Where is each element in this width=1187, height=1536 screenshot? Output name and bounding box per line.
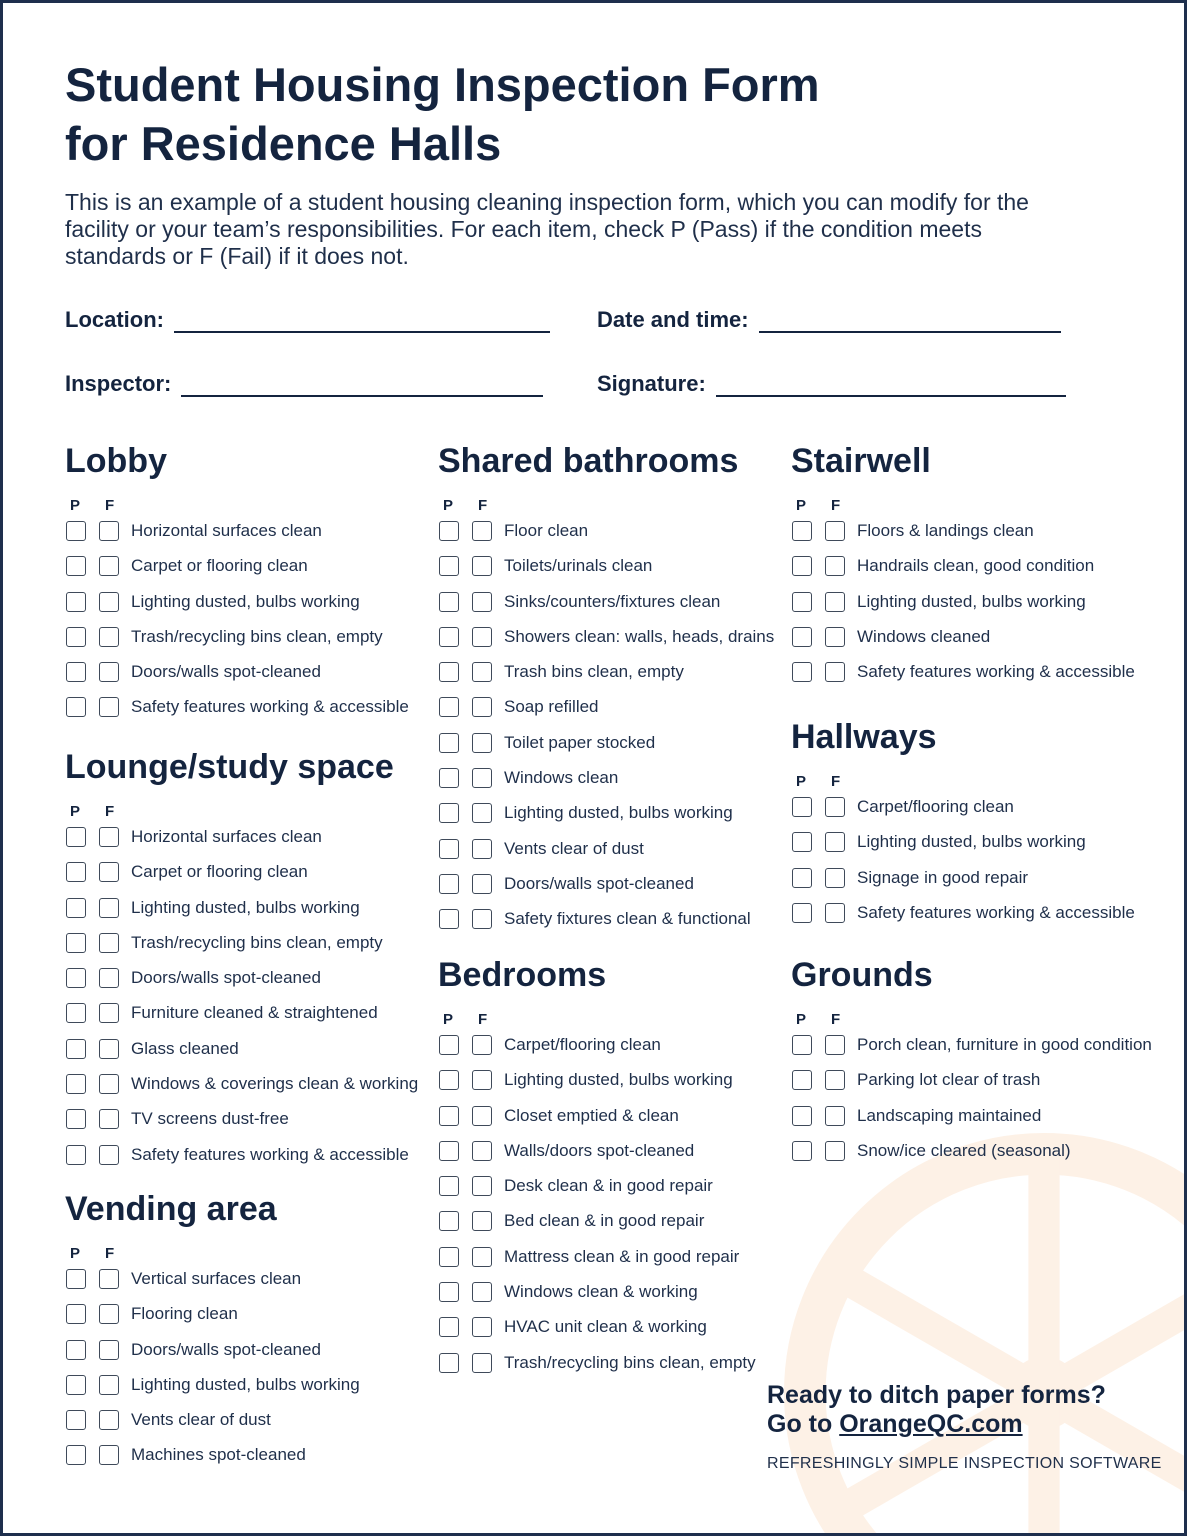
- checklist-item-label: Lighting dusted, bulbs working: [131, 591, 360, 611]
- checklist-item-label: Carpet or flooring clean: [131, 862, 308, 882]
- checklist-item-label: Toilets/urinals clean: [504, 556, 653, 576]
- fail-checkbox[interactable]: [99, 1109, 119, 1129]
- checklist-item-label: Trash bins clean, empty: [504, 662, 684, 682]
- fail-checkbox[interactable]: [825, 797, 845, 817]
- section-stairwell: [791, 441, 1135, 682]
- pass-column-label: P: [796, 1011, 807, 1028]
- pass-checkbox[interactable]: [792, 903, 812, 923]
- pass-checkbox[interactable]: [792, 1035, 812, 1055]
- fail-checkbox[interactable]: [472, 556, 492, 576]
- fail-checkbox[interactable]: [99, 1445, 119, 1465]
- pass-checkbox[interactable]: [439, 768, 459, 788]
- cta-goto-line: [767, 1410, 1162, 1439]
- pass-checkbox[interactable]: [66, 521, 86, 541]
- location-input-line[interactable]: [174, 309, 550, 333]
- fail-checkbox[interactable]: [99, 827, 119, 847]
- pass-checkbox[interactable]: [66, 862, 86, 882]
- checklist-item-label: Closet emptied & clean: [504, 1105, 679, 1125]
- pass-checkbox[interactable]: [66, 1074, 86, 1094]
- fail-checkbox[interactable]: [825, 521, 845, 541]
- pass-checkbox[interactable]: [66, 1304, 86, 1324]
- checklist-item-label: Trash/recycling bins clean, empty: [131, 932, 383, 952]
- checklist-item-label: Porch clean, furniture in good condition: [857, 1035, 1152, 1054]
- section-bathrooms: [438, 441, 775, 929]
- checklist-item-label: Safety features working & accessible: [131, 697, 409, 717]
- fail-checkbox[interactable]: [99, 1003, 119, 1023]
- pass-checkbox[interactable]: [439, 1211, 459, 1231]
- pass-checkbox[interactable]: [66, 1109, 86, 1129]
- fail-checkbox[interactable]: [825, 1106, 845, 1126]
- fail-column-label: F: [478, 1011, 488, 1028]
- fail-column-label: F: [105, 497, 115, 514]
- section-vending: [65, 1189, 360, 1465]
- fail-checkbox[interactable]: [99, 697, 119, 717]
- fail-checkbox[interactable]: [472, 1247, 492, 1267]
- pass-checkbox[interactable]: [792, 1141, 812, 1161]
- fail-checkbox[interactable]: [99, 592, 119, 612]
- checklist-item-label: Windows clean & working: [504, 1282, 698, 1302]
- signature-input-line[interactable]: [716, 373, 1066, 397]
- checklist-item-label: Lighting dusted, bulbs working: [504, 1070, 733, 1090]
- fail-checkbox[interactable]: [99, 968, 119, 988]
- section-title: Bedrooms: [438, 956, 607, 994]
- fail-checkbox[interactable]: [472, 697, 492, 717]
- pass-checkbox[interactable]: [792, 1070, 812, 1090]
- checklist-item-label: Flooring clean: [131, 1304, 238, 1324]
- pass-checkbox[interactable]: [439, 1353, 459, 1373]
- checklist-item-label: TV screens dust-free: [131, 1109, 289, 1129]
- fail-checkbox[interactable]: [99, 1410, 119, 1430]
- pass-checkbox[interactable]: [792, 1106, 812, 1126]
- pass-checkbox[interactable]: [792, 662, 812, 682]
- pass-checkbox[interactable]: [66, 1340, 86, 1360]
- pass-checkbox[interactable]: [792, 832, 812, 852]
- fail-checkbox[interactable]: [825, 903, 845, 923]
- fail-checkbox[interactable]: [472, 733, 492, 753]
- pass-checkbox[interactable]: [439, 521, 459, 541]
- location-label: Location:: [65, 307, 164, 332]
- checklist-item-label: Safety features working & accessible: [857, 902, 1135, 922]
- checklist-item-label: Soap refilled: [504, 697, 599, 717]
- pass-checkbox[interactable]: [66, 827, 86, 847]
- checklist-item-label: Furniture cleaned & straightened: [131, 1003, 378, 1023]
- section-lounge: [65, 747, 419, 1164]
- pass-checkbox[interactable]: [439, 697, 459, 717]
- fail-checkbox[interactable]: [99, 1074, 119, 1094]
- pass-checkbox[interactable]: [439, 556, 459, 576]
- fail-checkbox[interactable]: [825, 556, 845, 576]
- checklist-item-label: Windows cleaned: [857, 626, 991, 646]
- pass-checkbox[interactable]: [439, 733, 459, 753]
- checklist-item-label: Lighting dusted, bulbs working: [857, 591, 1086, 611]
- pass-column-label: P: [443, 497, 454, 514]
- checklist-item-label: Safety features working & accessible: [857, 662, 1135, 682]
- checklist-item-label: Trash/recycling bins clean, empty: [131, 626, 383, 646]
- pass-checkbox[interactable]: [439, 1317, 459, 1337]
- section-title: Hallways: [791, 718, 937, 756]
- checklist-item-label: Snow/ice cleared (seasonal): [857, 1140, 1071, 1160]
- checklist-item-label: Showers clean: walls, heads, drains: [504, 626, 775, 646]
- pass-checkbox[interactable]: [66, 1375, 86, 1395]
- checklist-item-label: Toilet paper stocked: [504, 732, 656, 752]
- checklist-item-label: Safety features working & accessible: [131, 1144, 409, 1164]
- fail-column-label: F: [105, 1245, 115, 1262]
- section-title: Shared bathrooms: [438, 442, 739, 480]
- pass-column-label: P: [70, 1245, 81, 1262]
- checklist-item-label: Carpet/flooring clean: [504, 1035, 661, 1054]
- fail-checkbox[interactable]: [472, 592, 492, 612]
- fail-checkbox[interactable]: [472, 1282, 492, 1302]
- pass-checkbox[interactable]: [439, 1176, 459, 1196]
- fail-checkbox[interactable]: [99, 556, 119, 576]
- fail-checkbox[interactable]: [825, 832, 845, 852]
- pass-checkbox[interactable]: [439, 874, 459, 894]
- orangeqc-link[interactable]: OrangeQC.com: [839, 1410, 1023, 1438]
- fail-checkbox[interactable]: [472, 627, 492, 647]
- pass-checkbox[interactable]: [66, 1445, 86, 1465]
- cta-tagline: REFRESHINGLY SIMPLE INSPECTION SOFTWARE: [767, 1455, 1162, 1472]
- checklist-item-label: Floor clean: [504, 521, 589, 540]
- pass-checkbox[interactable]: [439, 909, 459, 929]
- fail-checkbox[interactable]: [99, 662, 119, 682]
- inspector-input-line[interactable]: [181, 373, 543, 397]
- pass-checkbox[interactable]: [439, 1247, 459, 1267]
- checklist-item-label: Sinks/counters/fixtures clean: [504, 591, 721, 611]
- section-title: Stairwell: [791, 442, 931, 480]
- fail-checkbox[interactable]: [99, 898, 119, 918]
- fail-checkbox[interactable]: [472, 662, 492, 682]
- fail-checkbox[interactable]: [99, 1039, 119, 1059]
- fail-checkbox[interactable]: [825, 1141, 845, 1161]
- checklist-item-label: Carpet/flooring clean: [857, 797, 1014, 816]
- checklist-item-label: Vents clear of dust: [504, 838, 644, 858]
- fail-checkbox[interactable]: [99, 627, 119, 647]
- fail-checkbox[interactable]: [99, 1145, 119, 1165]
- fail-checkbox[interactable]: [99, 1375, 119, 1395]
- fail-checkbox[interactable]: [472, 803, 492, 823]
- intro-paragraph: This is an example of a student housing cleaning inspection form, which you can modify for the facility or your team’s responsibilities. For each item, check P (Pass) if the condition meets standards or F (Fail) if it does not.: [65, 189, 1029, 269]
- cta-heading: Ready to ditch paper forms?: [767, 1381, 1106, 1409]
- checklist-item-label: HVAC unit clean & working: [504, 1317, 707, 1337]
- fail-checkbox[interactable]: [472, 1211, 492, 1231]
- form-title-line-1: Student Housing Inspection Form: [65, 58, 820, 111]
- form-title: [65, 55, 820, 173]
- fail-column-label: F: [105, 803, 115, 820]
- checklist-item-label: Parking lot clear of trash: [857, 1070, 1041, 1090]
- inspector-field: [65, 367, 543, 397]
- fail-checkbox[interactable]: [472, 1141, 492, 1161]
- checklist-item-label: Windows & coverings clean & working: [131, 1074, 419, 1094]
- checklist-item-label: Bed clean & in good repair: [504, 1211, 705, 1231]
- fail-column-label: F: [831, 773, 841, 790]
- checklist-item-label: Landscaping maintained: [857, 1105, 1042, 1125]
- pass-checkbox[interactable]: [439, 839, 459, 859]
- pass-checkbox[interactable]: [792, 521, 812, 541]
- fail-checkbox[interactable]: [472, 1035, 492, 1055]
- checklist-item-label: Windows clean: [504, 768, 619, 788]
- fail-checkbox[interactable]: [472, 909, 492, 929]
- section-title: Lobby: [65, 442, 167, 480]
- checklist-item-label: Doors/walls spot-cleaned: [131, 662, 321, 682]
- fail-checkbox[interactable]: [472, 521, 492, 541]
- fail-checkbox[interactable]: [472, 839, 492, 859]
- form-title-line-2: for Residence Halls: [65, 117, 502, 170]
- checklist-item-label: Doors/walls spot-cleaned: [504, 873, 694, 893]
- section-title: Lounge/study space: [65, 748, 394, 786]
- checklist-item-label: Desk clean & in good repair: [504, 1176, 713, 1196]
- section-grounds: [791, 955, 1152, 1160]
- pass-checkbox[interactable]: [792, 592, 812, 612]
- location-field: [65, 303, 550, 333]
- pass-checkbox[interactable]: [66, 1410, 86, 1430]
- checklist-item-label: Lighting dusted, bulbs working: [131, 1374, 360, 1394]
- checklist-item-label: Doors/walls spot-cleaned: [131, 968, 321, 988]
- fail-column-label: F: [831, 1011, 841, 1028]
- checklist-item-label: Handrails clean, good condition: [857, 556, 1095, 576]
- signature-field: [597, 367, 1066, 397]
- section-title: Grounds: [791, 956, 933, 994]
- pass-checkbox[interactable]: [792, 627, 812, 647]
- fail-column-label: F: [478, 497, 488, 514]
- fail-checkbox[interactable]: [99, 862, 119, 882]
- pass-checkbox[interactable]: [439, 803, 459, 823]
- checklist-item-label: Mattress clean & in good repair: [504, 1246, 740, 1266]
- pass-column-label: P: [70, 803, 81, 820]
- pass-checkbox[interactable]: [66, 1269, 86, 1289]
- cta-block: [767, 1381, 1162, 1473]
- pass-column-label: P: [796, 773, 807, 790]
- fail-column-label: F: [831, 497, 841, 514]
- checklist-item-label: Horizontal surfaces clean: [131, 827, 322, 846]
- checklist-item-label: Signage in good repair: [857, 867, 1029, 887]
- section-title: Vending area: [65, 1190, 277, 1228]
- pass-checkbox[interactable]: [439, 662, 459, 682]
- fail-checkbox[interactable]: [472, 1176, 492, 1196]
- date-time-field: [597, 303, 1061, 333]
- pass-checkbox[interactable]: [792, 868, 812, 888]
- checklist-item-label: Lighting dusted, bulbs working: [504, 803, 733, 823]
- checklist-item-label: Floors & landings clean: [857, 521, 1034, 540]
- checklist-item-label: Doors/walls spot-cleaned: [131, 1339, 321, 1359]
- pass-checkbox[interactable]: [439, 1141, 459, 1161]
- fail-checkbox[interactable]: [825, 1070, 845, 1090]
- date-time-label: Date and time:: [597, 307, 749, 332]
- pass-checkbox[interactable]: [66, 697, 86, 717]
- section-bedrooms: [438, 955, 756, 1372]
- fail-checkbox[interactable]: [472, 1353, 492, 1373]
- checklist-item-label: Lighting dusted, bulbs working: [857, 832, 1086, 852]
- pass-checkbox[interactable]: [792, 797, 812, 817]
- pass-checkbox[interactable]: [66, 556, 86, 576]
- pass-checkbox[interactable]: [439, 1106, 459, 1126]
- pass-column-label: P: [443, 1011, 454, 1028]
- fail-checkbox[interactable]: [99, 933, 119, 953]
- checklist-item-label: Trash/recycling bins clean, empty: [504, 1352, 756, 1372]
- section-lobby: [65, 441, 409, 717]
- checklist-item-label: Machines spot-cleaned: [131, 1445, 306, 1465]
- checklist-item-label: Vertical surfaces clean: [131, 1269, 302, 1288]
- fail-checkbox[interactable]: [825, 1035, 845, 1055]
- inspector-label: Inspector:: [65, 371, 172, 396]
- signature-label: Signature:: [597, 371, 706, 396]
- pass-checkbox[interactable]: [439, 627, 459, 647]
- checklist-item-label: Vents clear of dust: [131, 1410, 271, 1430]
- cta-goto-prefix: Go to: [767, 1410, 840, 1438]
- pass-checkbox[interactable]: [66, 933, 86, 953]
- pass-checkbox[interactable]: [66, 627, 86, 647]
- pass-checkbox[interactable]: [66, 662, 86, 682]
- checklist-item-label: Lighting dusted, bulbs working: [131, 897, 360, 917]
- fail-checkbox[interactable]: [472, 768, 492, 788]
- pass-column-label: P: [796, 497, 807, 514]
- date-time-input-line[interactable]: [759, 309, 1061, 333]
- pass-column-label: P: [70, 497, 81, 514]
- pass-checkbox[interactable]: [66, 898, 86, 918]
- fail-checkbox[interactable]: [472, 1106, 492, 1126]
- fail-checkbox[interactable]: [472, 1070, 492, 1090]
- pass-checkbox[interactable]: [439, 1282, 459, 1302]
- pass-checkbox[interactable]: [66, 1039, 86, 1059]
- pass-checkbox[interactable]: [792, 556, 812, 576]
- orange-logo-watermark: [784, 1133, 1187, 1536]
- fail-checkbox[interactable]: [825, 662, 845, 682]
- checklist-item-label: Glass cleaned: [131, 1038, 239, 1058]
- pass-checkbox[interactable]: [439, 592, 459, 612]
- fail-checkbox[interactable]: [825, 592, 845, 612]
- pass-checkbox[interactable]: [439, 1070, 459, 1090]
- fail-checkbox[interactable]: [825, 627, 845, 647]
- fail-checkbox[interactable]: [99, 521, 119, 541]
- pass-checkbox[interactable]: [66, 1145, 86, 1165]
- fail-checkbox[interactable]: [472, 874, 492, 894]
- checklist-item-label: Walls/doors spot-cleaned: [504, 1140, 695, 1160]
- pass-checkbox[interactable]: [66, 1003, 86, 1023]
- section-hallways: [791, 717, 1135, 922]
- fail-checkbox[interactable]: [825, 868, 845, 888]
- checklist-item-label: Horizontal surfaces clean: [131, 521, 322, 540]
- pass-checkbox[interactable]: [66, 968, 86, 988]
- fail-checkbox[interactable]: [99, 1340, 119, 1360]
- fail-checkbox[interactable]: [472, 1317, 492, 1337]
- checklist-item-label: Safety fixtures clean & functional: [504, 909, 751, 929]
- fail-checkbox[interactable]: [99, 1269, 119, 1289]
- fail-checkbox[interactable]: [99, 1304, 119, 1324]
- pass-checkbox[interactable]: [66, 592, 86, 612]
- pass-checkbox[interactable]: [439, 1035, 459, 1055]
- checklist-item-label: Carpet or flooring clean: [131, 556, 308, 576]
